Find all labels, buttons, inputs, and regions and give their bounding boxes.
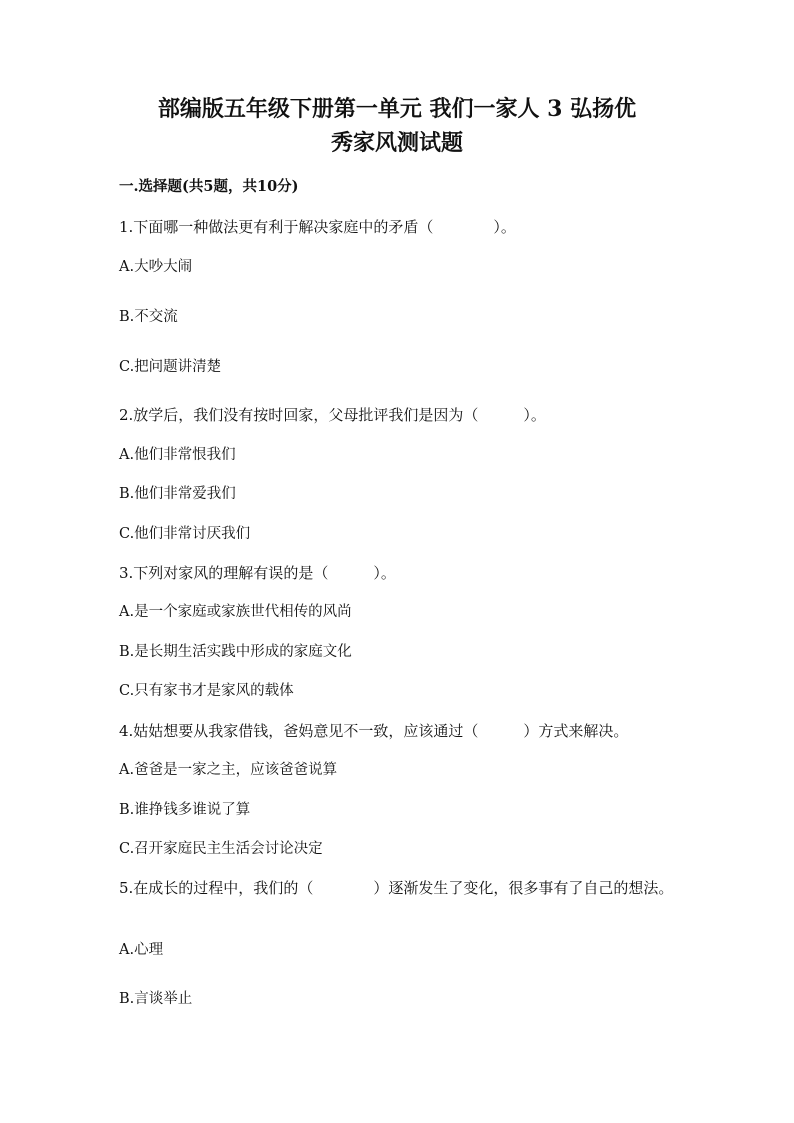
question-1-stem: 1.下面哪一种做法更有利于解决家庭中的矛盾（ ）。 <box>119 218 516 236</box>
section-heading: 一.选择题(共5题，共10分) <box>119 178 299 195</box>
question-4-option-b: B.谁挣钱多谁说了算 <box>119 802 251 818</box>
question-4-stem: 4.姑姑想要从我家借钱，爸妈意见不一致，应该通过（ ）方式来解决。 <box>119 722 629 740</box>
question-4-option-a: A.爸爸是一家之主，应该爸爸说算 <box>119 762 338 778</box>
question-3-option-b: B.是长期生活实践中形成的家庭文化 <box>119 644 352 660</box>
question-5-stem: 5.在成长的过程中，我们的（ ）逐渐发生了变化，很多事有了自己的想法。 <box>119 879 674 897</box>
question-3-option-c: C.只有家书才是家风的载体 <box>119 683 294 699</box>
question-5-option-a: A.心理 <box>119 942 164 958</box>
question-4-option-c: C.召开家庭民主生活会讨论决定 <box>119 841 323 857</box>
question-2-stem: 2.放学后，我们没有按时回家，父母批评我们是因为（ ）。 <box>119 406 546 424</box>
question-1-option-a: A.大吵大闹 <box>119 259 193 275</box>
question-1-option-b: B.不交流 <box>119 309 178 325</box>
question-2-option-c: C.他们非常讨厌我们 <box>119 526 251 542</box>
question-3-stem: 3.下列对家风的理解有误的是（ ）。 <box>119 564 396 582</box>
question-1-option-c: C.把问题讲清楚 <box>119 359 222 375</box>
title-line-1: 部编版五年级下册第一单元 我们一家人 3 弘扬优 <box>157 96 637 122</box>
question-2-option-b: B.他们非常爱我们 <box>119 486 236 502</box>
title-line-2: 秀家风测试题 <box>330 130 463 156</box>
page-title <box>100 92 694 160</box>
question-2-option-a: A.他们非常恨我们 <box>119 447 236 463</box>
question-3-option-a: A.是一个家庭或家族世代相传的风尚 <box>119 604 352 620</box>
question-5-option-b: B.言谈举止 <box>119 991 193 1007</box>
